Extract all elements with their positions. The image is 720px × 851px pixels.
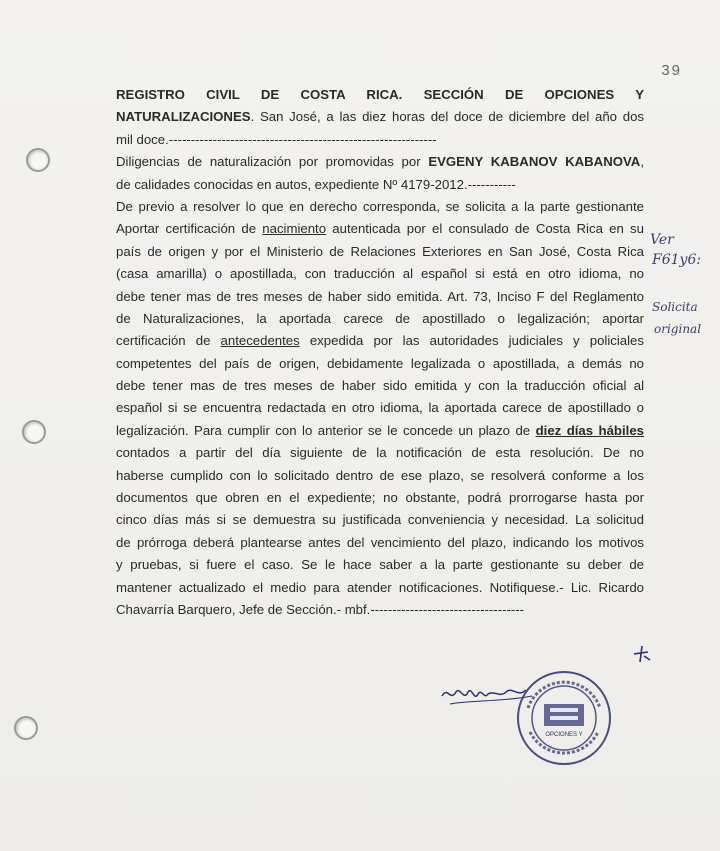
text-segment: legalización. Para cumplir con lo anterior se le concede un plazo de: [116, 422, 536, 438]
text-segment: de Naturalizaciones, la aportada carece de apostillado o legalización; aportar: [116, 310, 644, 326]
text-segment: nacimiento: [262, 221, 327, 237]
text-segment: contados a partir del día siguiente de la notificación de esta resolución. De no: [116, 445, 644, 461]
text-line: [116, 196, 644, 218]
text-line: [116, 330, 644, 352]
text-line: [116, 353, 644, 375]
text-segment: país de origen y por el Ministerio de Relaciones Exteriores en San José, Costa Rica: [116, 243, 644, 259]
text-line: [116, 174, 644, 196]
text-segment: haberse cumplido con lo solicitado dentro de ese plazo, se resolverá conforme a los: [116, 467, 644, 483]
text-segment: competentes del país de origen, debidamente legalizada o apostillada, a demás no: [116, 355, 644, 371]
text-segment: mantener actualizado el medio para atender notificaciones. Notifiquese.- Lic. Ricardo: [116, 579, 644, 595]
text-segment: mil doce.-------------------------------------------------------------: [116, 131, 437, 147]
text-segment: ,: [640, 154, 644, 170]
text-segment: español si se encuentra redactada en otro idioma, la aportada carece de apostillado o: [116, 400, 644, 416]
text-line: [116, 442, 644, 464]
text-segment: autenticada por el consulado de Costa Rica en su: [326, 221, 644, 237]
text-segment: expedida por las autoridades judiciales y policiales: [299, 333, 644, 349]
margin-note-3: Solicita: [652, 300, 698, 314]
margin-note-2: F61y6:: [652, 252, 702, 268]
text-segment: Aportar certificación de: [116, 221, 263, 237]
page-number: 39: [661, 62, 682, 79]
text-segment: de calidades conocidas en autos, expediente Nº 4179-2012.-----------: [116, 176, 516, 192]
text-segment: EVGENY KABANOV KABANOVA: [428, 154, 641, 170]
text-segment: REGISTRO CIVIL DE COSTA RICA. SECCIÓN DE OPCIONES Y: [116, 87, 644, 102]
text-line: [116, 151, 644, 173]
text-segment: NATURALIZACIONES: [116, 109, 251, 125]
text-line: [116, 84, 644, 106]
text-line: [116, 308, 644, 330]
handwritten-mark-icon: [630, 642, 654, 666]
text-line: [116, 554, 644, 576]
official-seal: [514, 668, 614, 768]
text-segment: Diligencias de naturalización por promovidas por: [116, 154, 429, 170]
text-line: [116, 218, 644, 240]
text-segment: de prórroga deberá plantearse antes del vencimiento del plazo, indicando los motivos: [116, 534, 644, 550]
punch-hole-top: [26, 148, 50, 172]
text-segment: diez días hábiles: [535, 422, 644, 438]
text-segment: documentos que obren en el expediente; no obstante, podrá prorrogarse hasta por: [116, 490, 644, 506]
text-line: [116, 375, 644, 397]
text-line: [116, 286, 644, 308]
text-line: [116, 487, 644, 509]
text-segment: . San José, a las diez horas del doce de diciembre del año dos: [250, 109, 644, 125]
text-line: [116, 599, 644, 621]
svg-text:OPCIONES Y: OPCIONES Y: [545, 732, 583, 738]
text-segment: (casa amarilla) o apostillada, con traducción al español si está en otro idioma, no: [116, 266, 644, 282]
text-segment: debe tener mas de tres meses de haber sido emitida y con la traducción oficial al: [116, 378, 644, 394]
text-line: [116, 509, 644, 531]
text-segment: debe tener mas de tres meses de haber sido emitida. Art. 73, Inciso F del Reglamento: [116, 288, 644, 304]
text-segment: cinco días más si se demuestra su justificada conveniencia y necesidad. La solicitud: [116, 512, 644, 528]
text-segment: y pruebas, si fuere el caso. Se le hace saber a la parte gestionante su deber de: [116, 557, 644, 573]
punch-hole-middle: [22, 420, 46, 444]
text-line: [116, 129, 644, 151]
text-line: [116, 106, 644, 128]
text-line: [116, 397, 644, 419]
text-segment: De previo a resolver lo que en derecho corresponda, se solicita a la parte gestionante: [116, 198, 644, 214]
margin-note-4: original: [654, 322, 702, 336]
text-line: [116, 263, 644, 285]
resolution-text: [116, 84, 644, 621]
text-line: [116, 241, 644, 263]
text-line: [116, 420, 644, 442]
margin-note-1: Ver: [650, 232, 674, 248]
text-segment: certificación de: [116, 333, 221, 349]
text-line: [116, 465, 644, 487]
text-segment: Chavarría Barquero, Jefe de Sección.- mbf.-----------------------------------: [116, 601, 525, 617]
text-line: [116, 577, 644, 599]
text-line: [116, 532, 644, 554]
text-segment: antecedentes: [220, 333, 300, 349]
punch-hole-bottom: [14, 716, 38, 740]
